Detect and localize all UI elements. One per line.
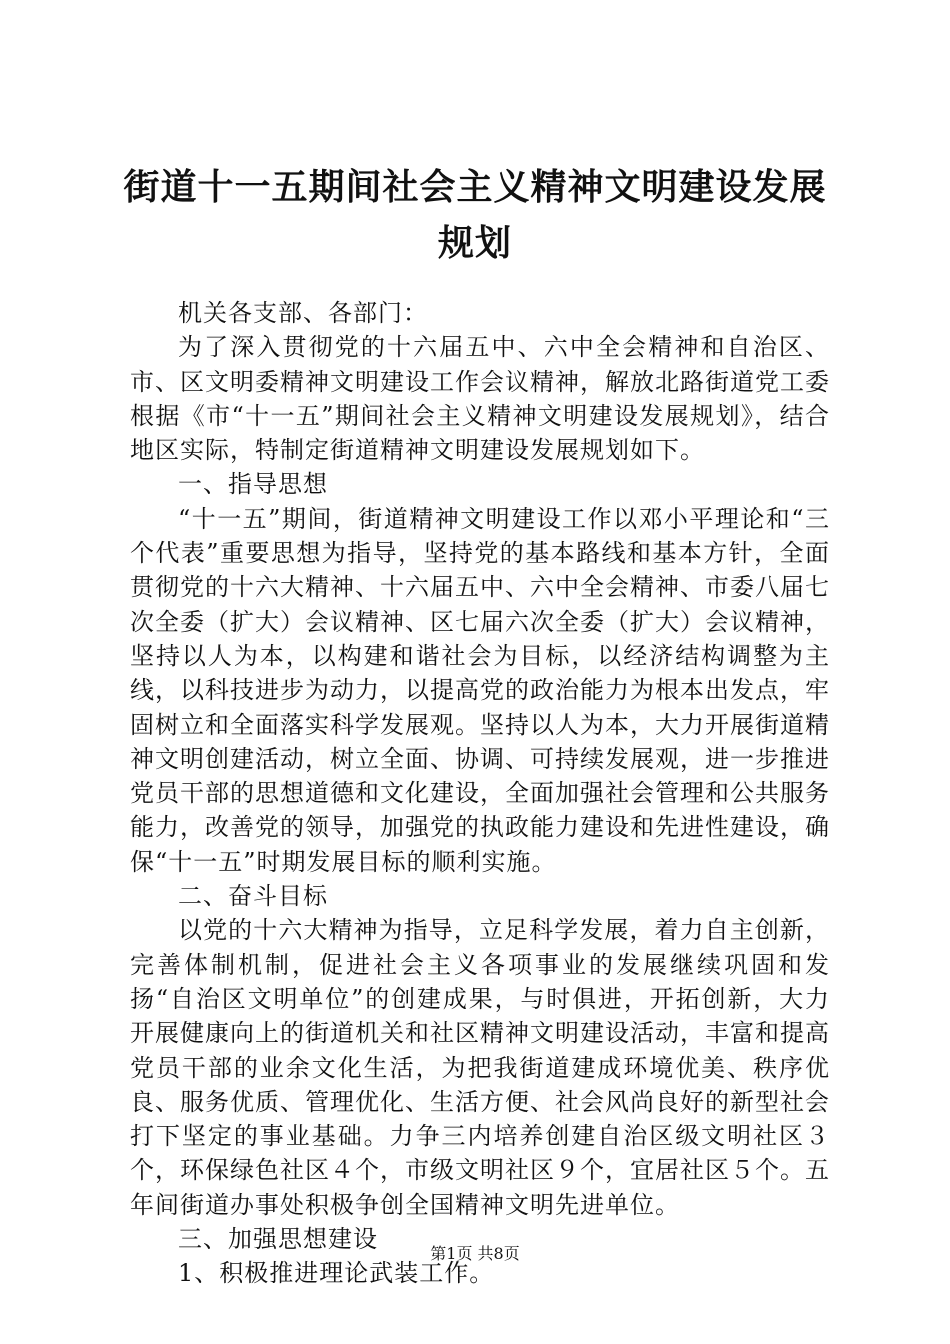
subsection-item-1: 1、积极推进理论武装工作。: [178, 1259, 495, 1288]
intro-paragraph: 为了深入贯彻党的十六届五中、六中全会精神和自治区、市、区文明委精神文明建设工作会议精神，解放北路街道党工委根据《市“十一五”期间社会主义精神文明建设发展规划》，结合地区实际，特制定街道精神文明建设发展规划如下。: [130, 333, 830, 465]
section-heading-guiding-thought: 一、指导思想: [178, 470, 328, 499]
document-body: [130, 296, 830, 1291]
section-heading-ideological-building: 三、加强思想建设: [178, 1225, 378, 1254]
document-title: 街道十一五期间社会主义精神文明建设发展规划: [123, 167, 827, 264]
goals-paragraph: 以党的十六大精神为指导，立足科学发展，着力自主创新，完善体制机制，促进社会主义各项事业的发展继续巩固和发扬“自治区文明单位”的创建成果，与时俱进，开拓创新，大力开展健康向上的街道机关和社区精神文明建设活动，丰富和提高党员干部的业余文化生活，为把我街道建成环境优美、秩序优良、服务优质、管理优化、生活方便、社会风尚良好的新型社会打下坚定的事业基础。力争三内培养创建自治区级文明社区３个，环保绿色社区４个，市级文明社区９个，宜居社区５个。五年间街道办事处积极争创全国精神文明先进单位。: [130, 916, 830, 1219]
page-footer: 第1页 共8页: [430, 1244, 520, 1263]
salutation: 机关各支部、各部门：: [178, 299, 428, 327]
section-heading-goals: 二、奋斗目标: [178, 882, 328, 911]
guiding-thought-paragraph: “十一五”期间，街道精神文明建设工作以邓小平理论和“三个代表”重要思想为指导，坚持党的基本路线和基本方针，全面贯彻党的十六大精神、十六届五中、六中全会精神、市委八届七次全委（扩大）会议精神、区七届六次全委（扩大）会议精神，坚持以人为本，以构建和谐社会为目标，以经济结构调整为主线，以科技进步为动力，以提高党的政治能力为根本出发点，牢固树立和全面落实科学发展观。坚持以人为本，大力开展街道精神文明创建活动，树立全面、协调、可持续发展观，进一步推进党员干部的思想道德和文化建设，全面加强社会管理和公共服务能力，改善党的领导，加强党的执政能力建设和先进性建设，确保“十一五”时期发展目标的顺利实施。: [130, 504, 830, 876]
